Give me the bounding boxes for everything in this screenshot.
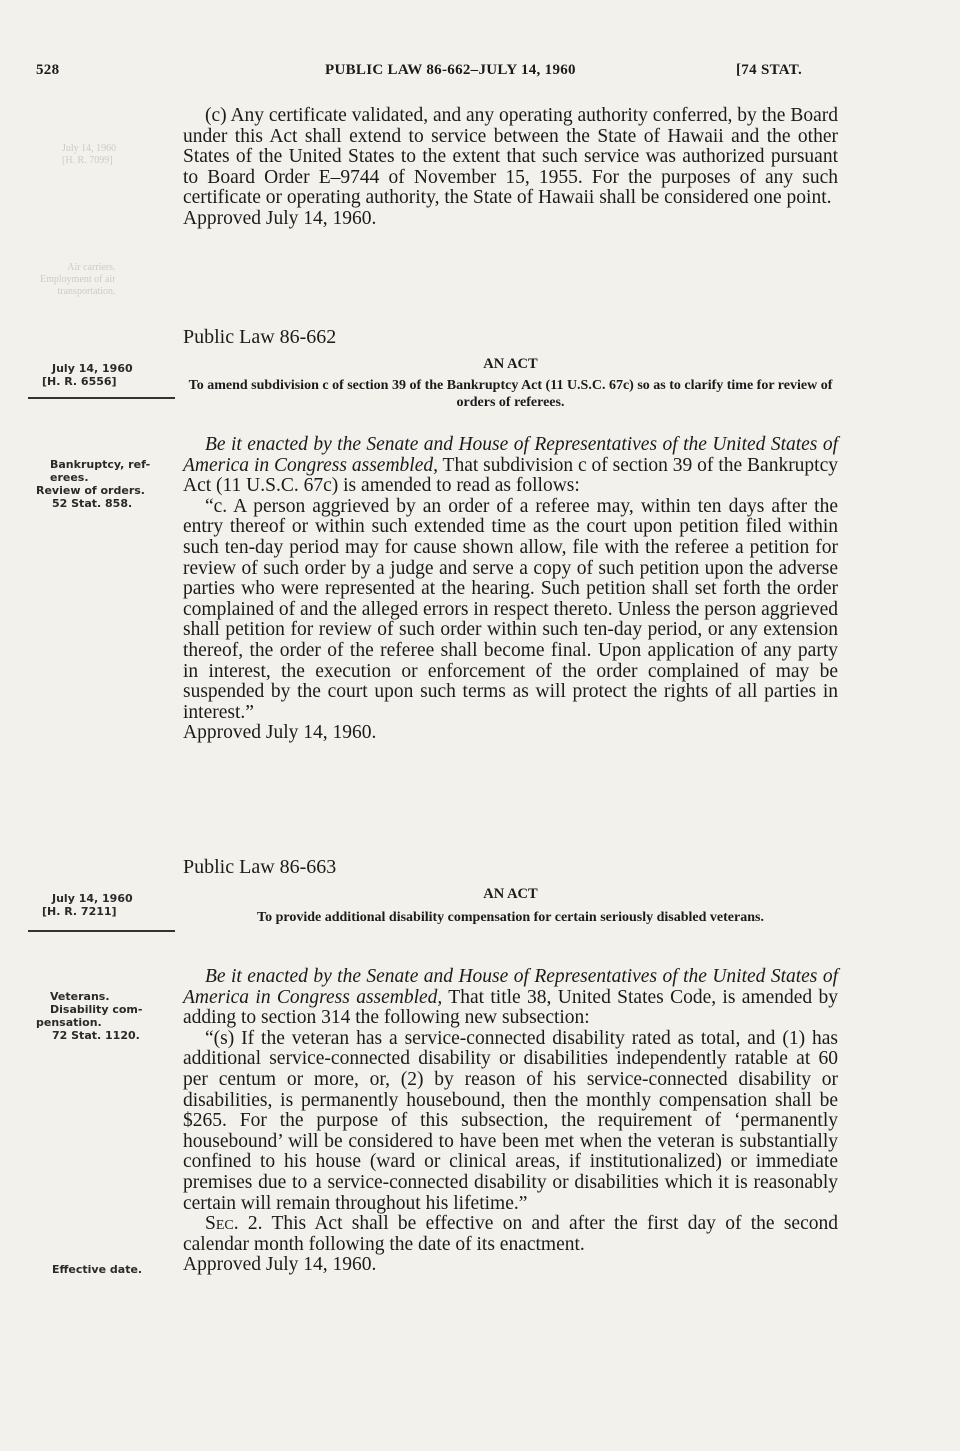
approved-line: Approved July 14, 1960. xyxy=(183,207,377,229)
margin-effective-date: Effective date. xyxy=(52,1263,143,1276)
margin-notes-86-663: Veterans. Disability com- pensation. 72 Stat. 1120. xyxy=(36,990,143,1042)
running-title: PUBLIC LAW 86-662–JULY 14, 1960 xyxy=(325,62,576,78)
stat-reference: [74 STAT. xyxy=(736,62,803,78)
enacting-clause: Be it enacted by the Senate and House of Representatives of the United States of America in Congress assembled, xyxy=(183,966,838,1008)
margin-notes-86-662: Bankruptcy, ref- erees. Review of orders. 52 Stat. 858. xyxy=(36,458,151,510)
enacting-clause-paragraph xyxy=(183,435,838,497)
bleed-through-margin-note: July 14, 1960 [H. R. 7099] xyxy=(62,143,117,166)
amendment-intro: That title 38, United States Code, is amended by adding to section 314 the following new subsection: xyxy=(183,986,838,1029)
act-purpose: To provide additional disability compensation for certain seriously disabled veterans. xyxy=(257,910,764,925)
amendment-intro: That subdivision c of section 39 of the Bankruptcy Act (11 U.S.C. 67c) is amended to read as follows: xyxy=(183,454,839,497)
section-2-text: This Act shall be effective on and after the first day of the second calendar month following the date of its enactment. xyxy=(183,1213,838,1255)
law-86-663-body xyxy=(183,967,838,1276)
law-86-662-body xyxy=(183,435,838,744)
quoted-subdivision-c: “c. A person aggrieved by an order of a referee may, within ten days after the entry thereof or within such extended time as the court upon petition filed within such ten-day period may for cause shown allow, file with the referee a petition for review of such order by a judge and serve a copy of such petition upon the adverse parties who were represented at the hearing. Such petition shall set forth the order complained of and the alleged errors in respect thereto. Unless the person aggrieved shall petition for review of such order within such ten-day period, or any extension thereof, the order of the referee shall become final. Upon application of any party in interest, the execution or enforcement of the order complained of may be suspended by the court upon such terms as will protect the rights of all parties in interest.” xyxy=(183,495,838,723)
quoted-subsection-s: “(s) If the veteran has a service-connected disability rated as total, and (1) has additional service-connected disability or disabilities independently ratable at 60 per centum or more, or, (2) by reason of his service-connected disability or disabilities, is permanently housebound, then the monthly compensation shall be $265. For the purpose of this subsection, the requirement of ‘permanently housebound’ will be considered to have been met when the veteran is substantially confined to his house (ward or clinical areas, if institutionalized) or immediate premises due to a service-connected disability or disabilities which it is reasonably certain will remain throughout his lifetime.” xyxy=(183,1027,838,1214)
margin-rule xyxy=(28,397,175,399)
enacting-clause: Be it enacted by the Senate and House of Representatives of the United States of America in Congress assembled, xyxy=(183,434,838,476)
public-law-86-662-title: Public Law 86-662 xyxy=(183,326,337,348)
an-act-heading: AN ACT xyxy=(483,356,538,372)
margin-rule xyxy=(28,930,175,932)
section-c-text: (c) Any certificate validated, and any operating authority conferred, by the Board under this Act shall extend to service between the State of Hawaii and the other States of the United States to the extent that such service was authorized pursuant to Board Order E–9744 of November 15, 1955. For the purposes of any such certificate or operating authority, the State of Hawaii shall be considered one point. xyxy=(183,105,838,209)
bleed-through-margin-note-2: Air carriers. Employment of air transportation. xyxy=(40,262,116,297)
section-2-label: Sec. 2. xyxy=(205,1213,263,1235)
margin-date-86-663: July 14, 1960 [H. R. 7211] xyxy=(42,892,133,918)
enacting-clause-paragraph xyxy=(183,967,838,1029)
approved-line: Approved July 14, 1960. xyxy=(183,722,377,744)
an-act-heading: AN ACT xyxy=(483,886,538,902)
margin-date-86-662: July 14, 1960 [H. R. 6556] xyxy=(42,362,133,388)
section-c-continuation xyxy=(183,106,838,230)
public-law-86-663-title: Public Law 86-663 xyxy=(183,856,337,878)
section-2-paragraph xyxy=(183,1214,838,1255)
approved-line: Approved July 14, 1960. xyxy=(183,1254,377,1276)
act-purpose: To amend subdivision c of section 39 of the Bankruptcy Act (11 U.S.C. 67c) so as to clarify time for review of orders of referees. xyxy=(188,378,833,410)
page-number: 528 xyxy=(36,62,60,78)
